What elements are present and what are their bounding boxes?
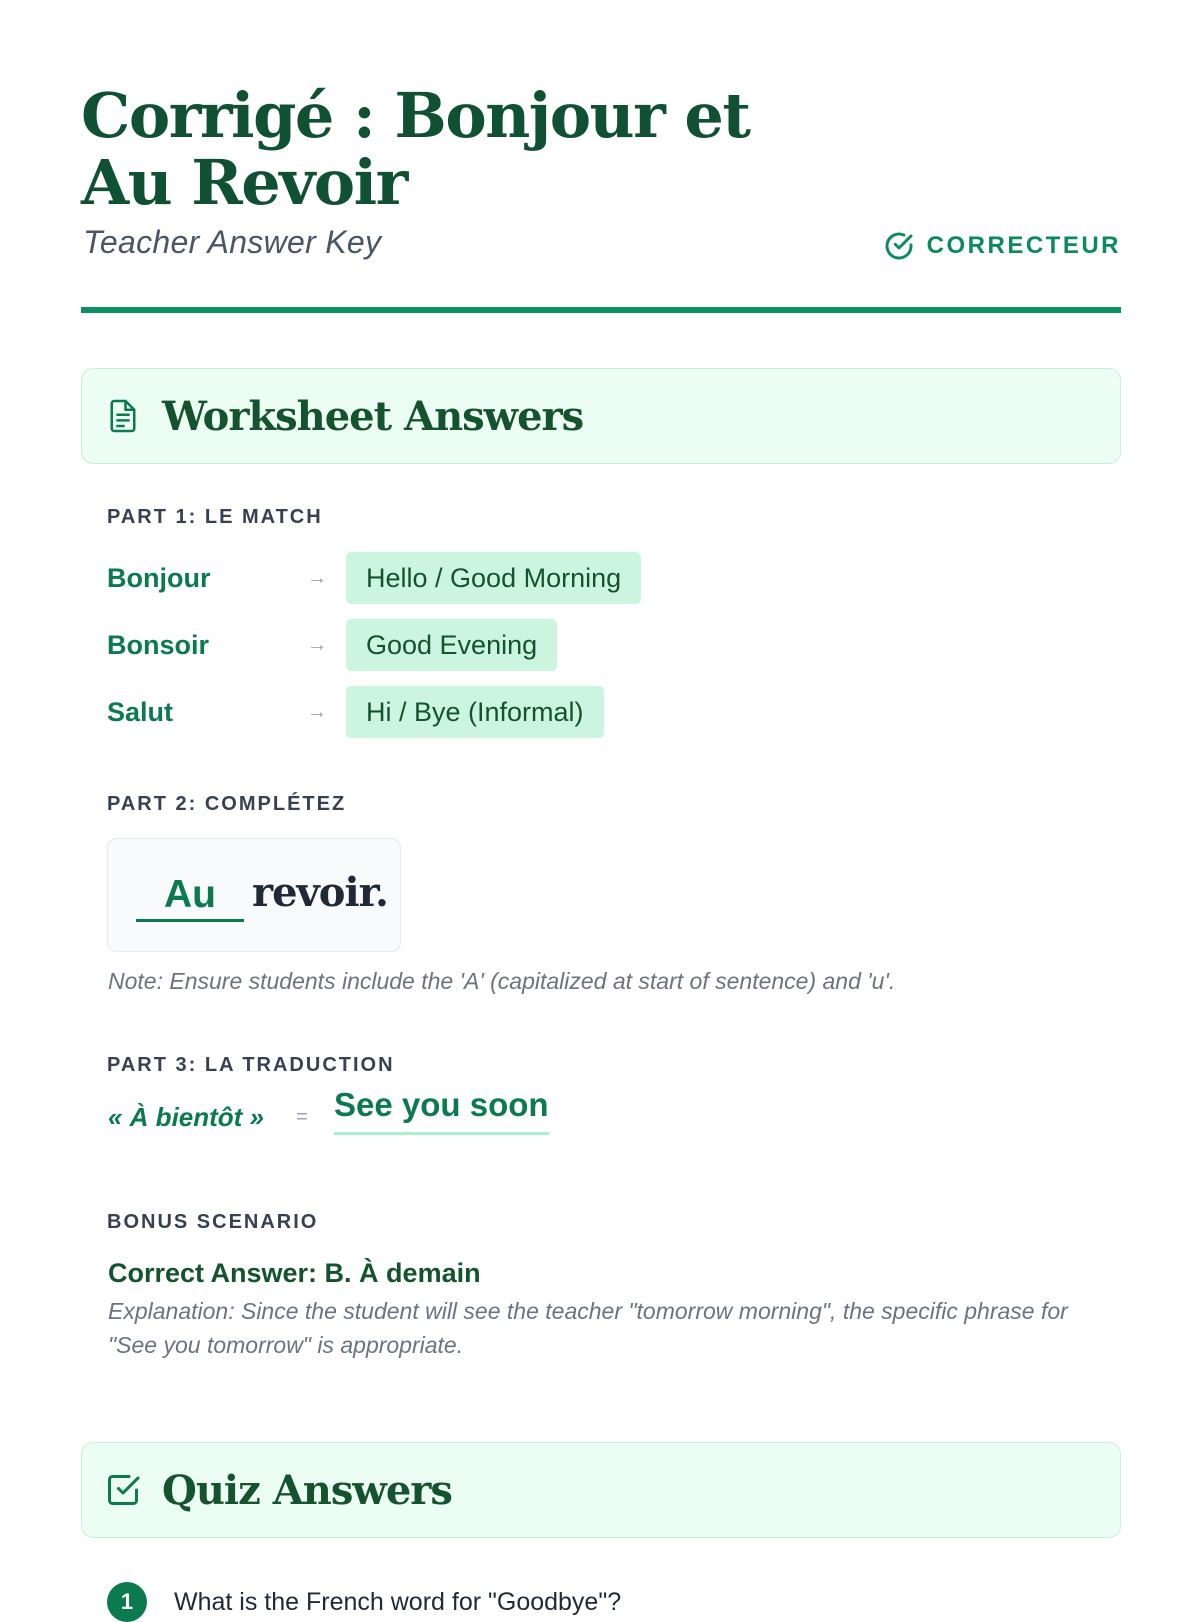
quiz-number-badge: 1 (107, 1582, 147, 1622)
header (81, 79, 1121, 260)
arrow-icon: → (307, 566, 327, 589)
match-french: Bonjour (107, 562, 211, 593)
quiz-item (107, 1582, 621, 1622)
bonus-label: BONUS SCENARIO (107, 1211, 319, 1233)
match-english: Hello / Good Morning (346, 552, 641, 604)
translation-english: See you soon (334, 1086, 549, 1135)
fill-sentence-rest: revoir. (252, 869, 388, 916)
match-english: Hi / Bye (Informal) (346, 686, 604, 738)
page-subtitle: Teacher Answer Key (83, 224, 382, 260)
match-row (107, 552, 641, 604)
match-row (107, 619, 557, 671)
badge-label: CORRECTEUR (926, 232, 1121, 259)
check-circle-icon (883, 230, 915, 262)
part2-label: PART 2: COMPLÉTEZ (107, 793, 347, 815)
arrow-icon: → (307, 700, 327, 723)
page-title: Corrigé : Bonjour et Au Revoir (81, 79, 750, 219)
document-icon (106, 397, 140, 435)
checkbox-icon (106, 1471, 140, 1509)
part1-label: PART 1: LE MATCH (107, 506, 323, 528)
worksheet-answers-title: Worksheet Answers (162, 392, 584, 440)
translation-row (108, 1086, 549, 1135)
match-french: Bonsoir (107, 629, 210, 660)
quiz-answers-title: Quiz Answers (162, 1466, 452, 1514)
match-english: Good Evening (346, 619, 557, 671)
bonus-answer: Correct Answer: B. À demain (108, 1258, 481, 1288)
quiz-answers-header (81, 1442, 1121, 1538)
equals-sign: = (296, 1106, 308, 1128)
translation-french: « À bientôt » (108, 1102, 265, 1132)
arrow-icon: → (307, 633, 327, 656)
correcteur-badge (883, 230, 1121, 262)
match-french: Salut (107, 696, 174, 727)
fill-answer: Au (136, 873, 244, 922)
worksheet-answers-header (81, 368, 1121, 464)
quiz-question: What is the French word for "Goodbye"? (174, 1587, 622, 1616)
part3-label: PART 3: LA TRADUCTION (107, 1054, 395, 1076)
header-divider (81, 307, 1121, 313)
teacher-note: Note: Ensure students include the 'A' (capitalized at start of sentence) and 'u'. (108, 968, 896, 994)
bonus-explanation: Explanation: Since the student will see the teacher "tomorrow morning", the specific phrase for "See you tomorrow" is appropriate. (108, 1298, 1068, 1358)
match-row (107, 686, 604, 738)
fill-in-box (107, 838, 401, 952)
